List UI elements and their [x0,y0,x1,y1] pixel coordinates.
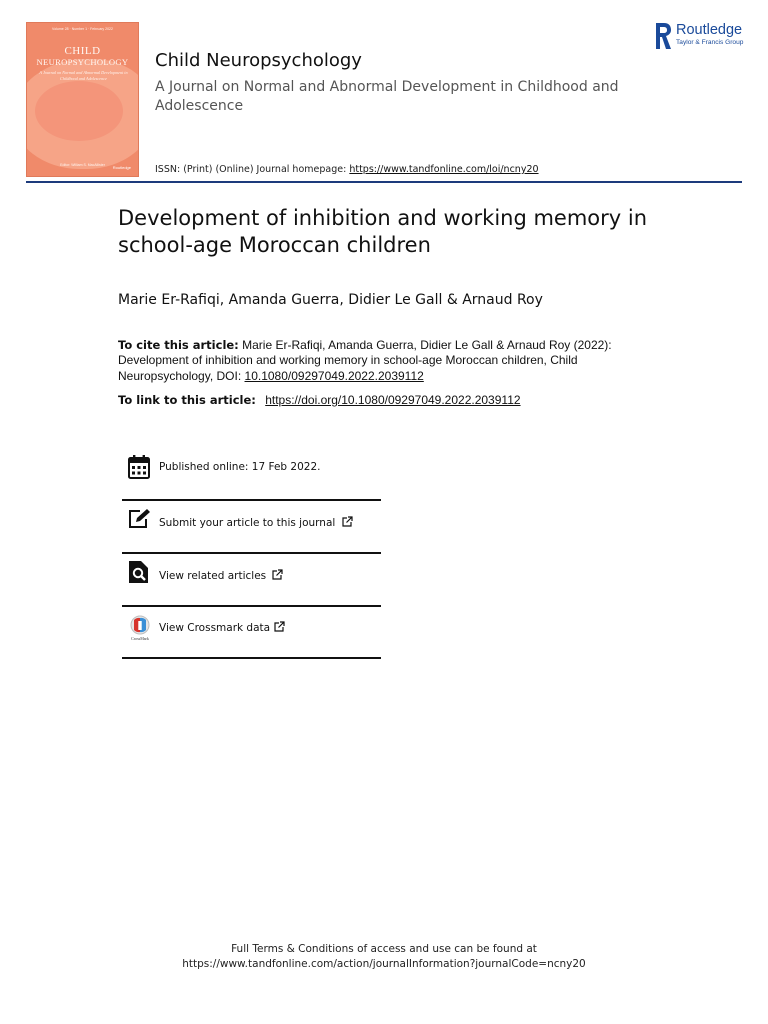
issn-line [155,164,539,175]
terms-footer [0,942,768,972]
cover-volume-line: Volume 28 · Number 1 · February 2022 [52,27,113,31]
crossmark-row[interactable] [122,607,381,659]
related-articles-label: View related articles [159,570,267,582]
submit-article-link[interactable] [159,516,353,529]
article-title: Development of inhibition and working memory in school-age Moroccan children [118,206,648,257]
citation-block [118,338,618,384]
journal-subtitle: A Journal on Normal and Abnormal Development in Childhood and Adolescence [155,79,619,114]
routledge-logo[interactable] [654,22,754,50]
terms-url-link[interactable]: https://www.tandfonline.com/action/journalInformation?journalCode=ncny20 [182,958,586,970]
crossmark-link[interactable] [159,621,285,634]
published-row [122,448,381,500]
external-link-icon [274,621,285,632]
crossmark-icon [128,615,152,641]
journal-title: Child Neuropsychology [155,50,362,71]
cover-title-line1: CHILD [64,45,101,57]
document-search-icon [128,560,150,584]
row-divider [122,657,381,659]
related-articles-row[interactable] [122,554,381,606]
article-link-line [118,393,521,407]
journal-cover-image [26,22,139,177]
calendar-icon [128,455,150,479]
cover-editor: Editor: William S. MacAllister [60,163,105,167]
routledge-r-icon [654,22,672,50]
cover-title-line2: NEUROPSYCHOLOGY [36,57,129,67]
routledge-name: Routledge [676,22,743,38]
article-authors: Marie Er-Rafiqi, Amanda Guerra, Didier Le Gall & Arnaud Roy [118,292,543,308]
crossmark-label: View Crossmark data [159,622,271,634]
issn-label: ISSN: (Print) (Online) Journal homepage: [155,164,347,175]
submit-article-row[interactable] [122,501,381,553]
related-articles-link[interactable] [159,569,283,582]
journal-homepage-link[interactable]: https://www.tandfonline.com/loi/ncny20 [349,164,539,175]
cover-publisher: Routledge [112,165,131,170]
cover-brain-shape-inner [35,81,123,141]
submit-article-label: Submit your article to this journal [159,517,336,529]
cover-subtitle: A Journal on Normal and Abnormal Development in Childhood and Adolescence [39,70,128,81]
cite-label: To cite this article: [118,338,239,352]
external-link-icon [342,516,353,527]
routledge-group: Taylor & Francis Group [676,39,744,46]
external-link-icon [272,569,283,580]
published-date: Published online: 17 Feb 2022. [159,461,321,473]
crossmark-icon-label: CrossMark [131,636,149,641]
cite-text: Marie Er-Rafiqi, Amanda Guerra, Didier Le Gall & Arnaud Roy (2022): Development of inhibition and working memory in school-age Moroccan children, Child Neuropsychology, DOI: [118,338,612,383]
link-label: To link to this article: [118,393,256,407]
cite-doi-link[interactable]: 10.1080/09297049.2022.2039112 [244,368,424,383]
edit-icon [128,508,152,530]
terms-line1: Full Terms & Conditions of access and use can be found at [231,943,537,955]
header-rule [26,181,742,183]
article-doi-url-link[interactable]: https://doi.org/10.1080/09297049.2022.2039112 [265,393,521,407]
